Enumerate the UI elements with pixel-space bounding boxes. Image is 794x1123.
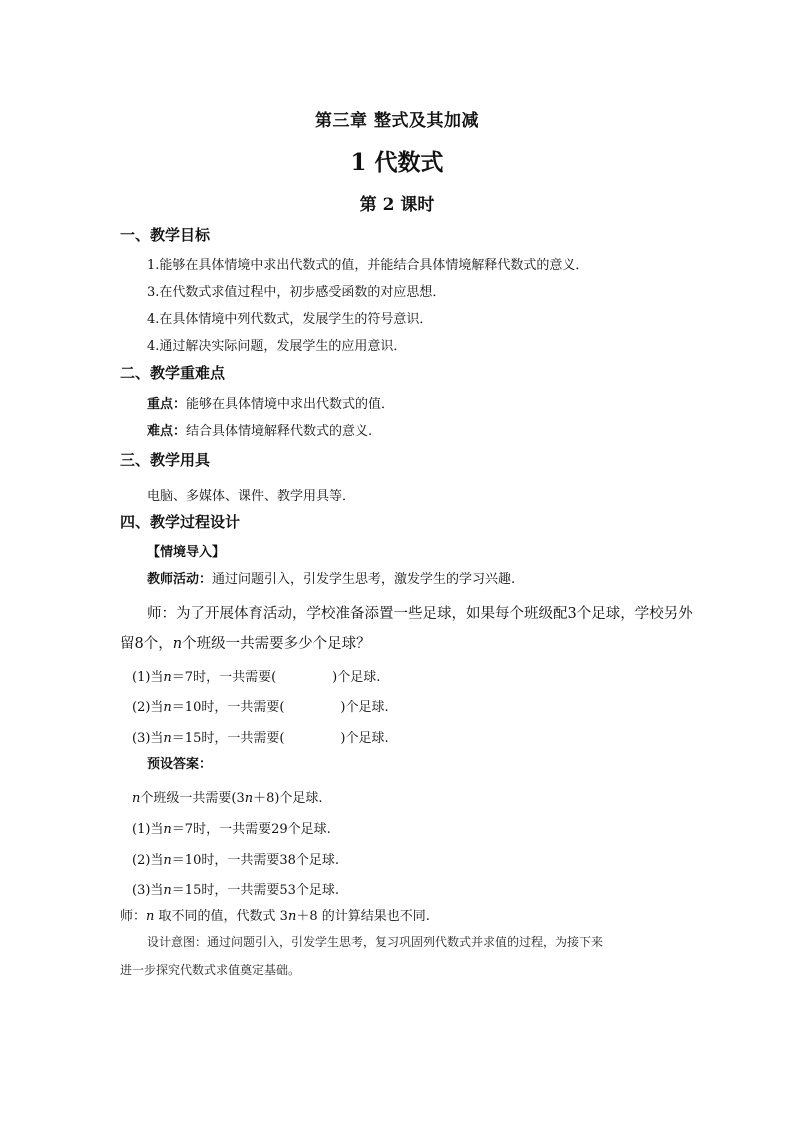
lesson-title: 1 代数式 xyxy=(350,149,444,176)
tools-text: 电脑、多媒体、课件、教学用具等． xyxy=(147,489,356,504)
question-line-1: 师：为了开展体育活动，学校准备添置一些足球，如果每个班级配3个足球，学校另外 xyxy=(147,606,693,622)
key-point-text: 能够在具体情境中求出代数式的值． xyxy=(186,397,395,412)
key-point xyxy=(147,393,394,412)
question-item: (3)当n＝15时，一共需要( )个足球. xyxy=(132,731,389,746)
answer-item: (1)当n＝7时，一共需要29个足球. xyxy=(132,822,331,837)
period-title: 第 2 课时 xyxy=(359,195,435,215)
difficult-point xyxy=(147,420,372,439)
answer-item: n个班级一共需要(3n＋8)个足球. xyxy=(132,791,323,806)
question-item: (1)当n＝7时，一共需要( )个足球. xyxy=(132,670,381,685)
difficult-point-text: 结合具体情境解释代数式的意义. xyxy=(186,424,373,439)
preset-answer-label: 预设答案： xyxy=(147,757,213,772)
section-objectives-heading: 一、教学目标 xyxy=(120,226,211,244)
difficult-point-label: 难点： xyxy=(147,424,187,439)
teacher-activity-text: 通过问题引入，引发学生思考，激发学生的学习兴趣. xyxy=(212,572,516,587)
question-line-2: 留8个，n个班级一共需要多少个足球？ xyxy=(120,636,371,652)
teacher-remark: 师：n 取不同的值，代数式 3n＋8 的计算结果也不同. xyxy=(120,909,430,924)
objective-item: 4.在具体情境中列代数式，发展学生的符号意识． xyxy=(147,312,433,327)
section-keypoints-heading: 二、教学重难点 xyxy=(120,364,226,382)
teacher-activity xyxy=(147,568,515,587)
design-intent-line-1: 设计意图：通过问题引入，引发学生思考，复习巩固列代数式并求值的过程，为接下来 xyxy=(147,935,604,949)
objective-item: 4.通过解决实际问题，发展学生的应用意识． xyxy=(147,339,407,354)
design-intent-line-2: 进一步探究代数式求值奠定基础。 xyxy=(120,963,301,977)
objective-item: 1.能够在具体情境中求出代数式的值，并能结合具体情境解释代数式的意义． xyxy=(147,258,589,273)
chapter-title: 第三章 整式及其加减 xyxy=(315,111,479,131)
question-item: (2)当n＝10时，一共需要( )个足球. xyxy=(132,700,389,715)
objective-item: 3.在代数式求值过程中，初步感受函数的对应思想． xyxy=(147,285,446,300)
teacher-activity-label: 教师活动： xyxy=(147,572,213,587)
answer-item: (3)当n＝15时，一共需要53个足球. xyxy=(132,883,340,898)
section-tools-heading: 三、教学用具 xyxy=(120,451,211,469)
key-point-label: 重点： xyxy=(147,397,187,412)
answer-item: (2)当n＝10时，一共需要38个足球. xyxy=(132,853,340,868)
scene-intro-label: 【情境导入】 xyxy=(147,545,226,560)
section-process-heading: 四、教学过程设计 xyxy=(120,513,241,531)
